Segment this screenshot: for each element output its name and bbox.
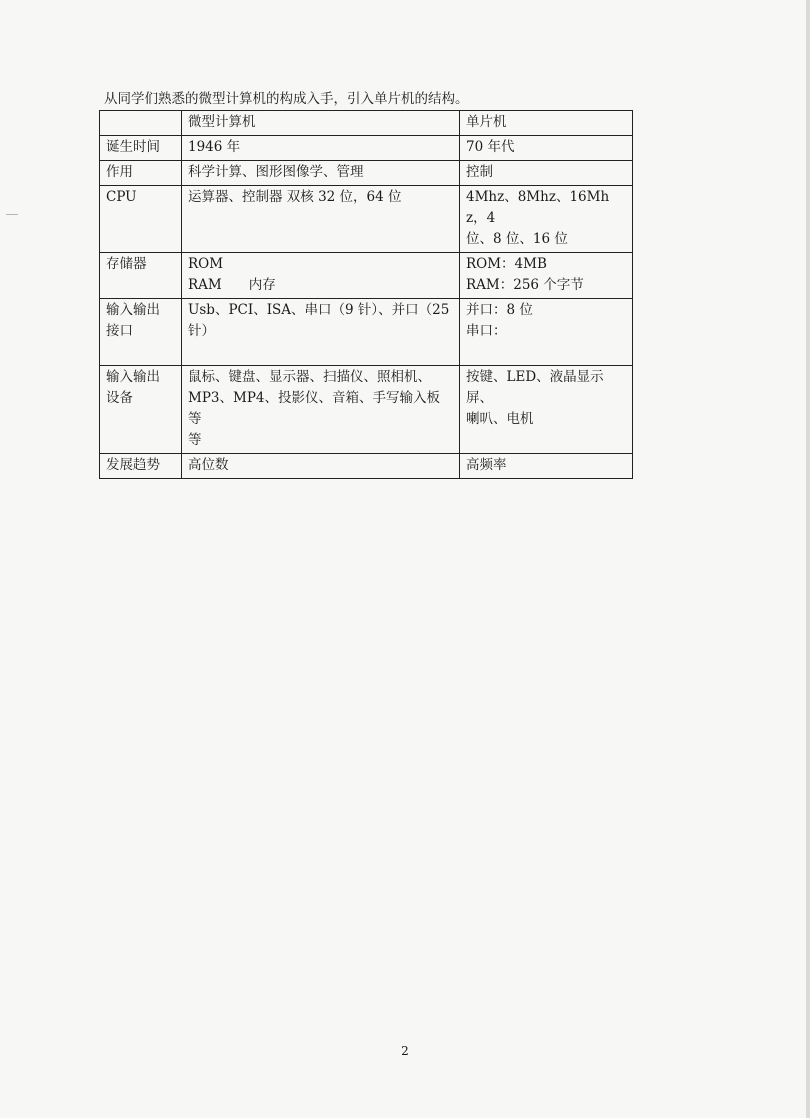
microcomputer-cell — [182, 253, 460, 299]
row-label-cell — [100, 186, 182, 253]
cell-text-line: MP3、MP4、投影仪、音箱、手写输入板等 — [188, 390, 440, 427]
table-row — [100, 454, 633, 479]
header-single-chip: 单片机 — [460, 111, 633, 136]
cell-text-line: 科学计算、图形图像学、管理 — [188, 164, 364, 180]
cell-text-line: 4Mhz、8Mhz、16Mhz，4 — [466, 189, 610, 226]
table-row — [100, 186, 633, 253]
single-chip-cell — [460, 186, 633, 253]
table-body — [100, 136, 633, 479]
cell-text-line: 串口： — [466, 323, 507, 339]
cell-text-line: 高频率 — [466, 457, 507, 473]
row-label-cell — [100, 253, 182, 299]
cell-text-line: ROM：4MB — [466, 256, 547, 272]
cell-text-line: 运算器、控制器 双核 32 位，64 位 — [188, 189, 402, 205]
cell-text-line: 高位数 — [188, 457, 229, 473]
microcomputer-cell — [182, 161, 460, 186]
microcomputer-cell — [182, 299, 460, 366]
microcomputer-cell — [182, 454, 460, 479]
header-microcomputer: 微型计算机 — [182, 111, 460, 136]
single-chip-cell — [460, 161, 633, 186]
scan-mark — [6, 214, 18, 215]
table-row — [100, 161, 633, 186]
cell-text-line: RAM 内存 — [188, 277, 276, 293]
table-row — [100, 253, 633, 299]
cell-text-line — [188, 342, 453, 363]
cell-text-line: ROM — [188, 256, 224, 272]
single-chip-cell — [460, 454, 633, 479]
cell-text-line: 存储器 — [106, 256, 147, 272]
table-row — [100, 136, 633, 161]
cell-text-line: 并口：8 位 — [466, 302, 533, 318]
table-row — [100, 299, 633, 366]
microcomputer-cell — [182, 136, 460, 161]
single-chip-cell — [460, 299, 633, 366]
cell-text-line: Usb、PCI、ISA、串口（9 针）、并口（25 — [188, 302, 450, 318]
cell-text-line: 输入输出 — [106, 302, 160, 318]
cell-text-line: 位、8 位、16 位 — [466, 231, 568, 247]
page-number: 2 — [401, 1044, 409, 1058]
table-header-row — [100, 111, 633, 136]
single-chip-cell — [460, 136, 633, 161]
single-chip-cell — [460, 366, 633, 454]
cell-text-line: 设备 — [106, 390, 133, 406]
single-chip-cell — [460, 253, 633, 299]
cell-text-line: 针） — [188, 323, 215, 339]
cell-text-line: 输入输出 — [106, 369, 160, 385]
cell-text-line: 控制 — [466, 164, 493, 180]
table-row — [100, 366, 633, 454]
cell-text-line: 接口 — [106, 323, 133, 339]
row-label-cell — [100, 161, 182, 186]
row-label-cell — [100, 454, 182, 479]
cell-text-line: 诞生时间 — [106, 139, 160, 155]
cell-text-line: 等 — [188, 432, 202, 448]
cell-text-line: 作用 — [106, 164, 133, 180]
cell-text-line: 70 年代 — [466, 139, 515, 155]
cell-text-line: RAM：256 个字节 — [466, 277, 584, 293]
cell-text-line: 按键、LED、液晶显示屏、 — [466, 369, 604, 406]
cell-text-line: 鼠标、键盘、显示器、扫描仪、照相机、 — [188, 369, 431, 385]
scan-edge-shadow — [806, 0, 810, 1118]
comparison-table — [99, 110, 633, 479]
intro-text: 从同学们熟悉的微型计算机的构成入手，引入单片机的结构。 — [104, 91, 469, 107]
header-blank-cell — [100, 111, 182, 136]
cell-text-line: CPU — [106, 189, 137, 205]
microcomputer-cell — [182, 366, 460, 454]
row-label-cell — [100, 299, 182, 366]
microcomputer-cell — [182, 186, 460, 253]
row-label-cell — [100, 366, 182, 454]
row-label-cell — [100, 136, 182, 161]
cell-text-line: 发展趋势 — [106, 457, 160, 473]
cell-text-line: 喇叭、电机 — [466, 411, 534, 427]
cell-text-line: 1946 年 — [188, 139, 241, 155]
